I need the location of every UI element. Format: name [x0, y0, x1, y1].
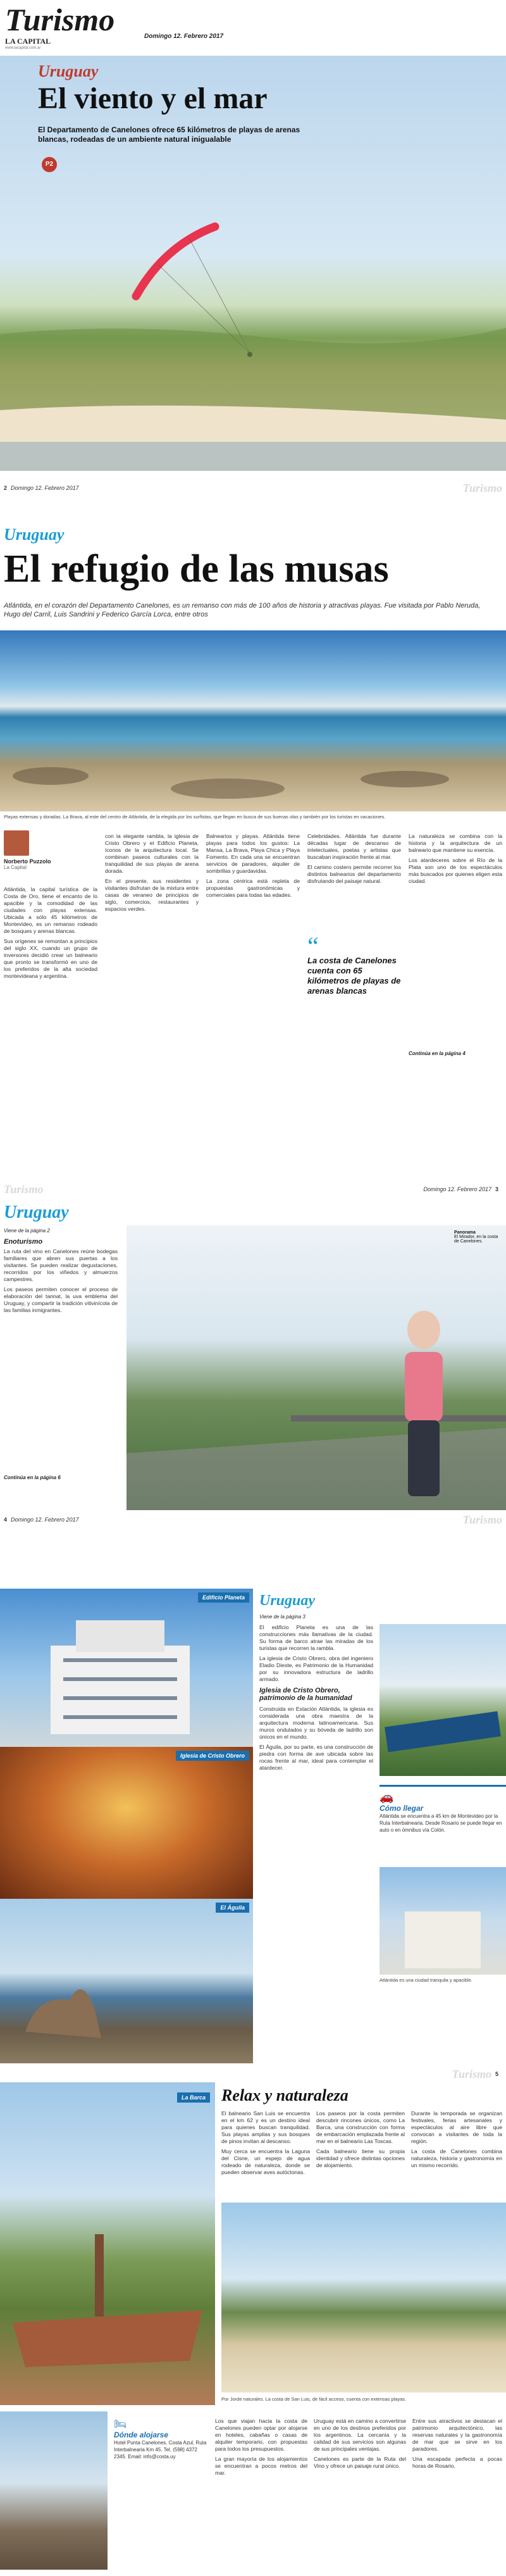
page5-caption: Por Jorde naturales. La costa de San Luis, de fácil acceso, cuenta con extensas playas.	[221, 2396, 407, 2402]
building-photo-small	[379, 1867, 506, 1975]
paraglider-illustration	[0, 56, 506, 471]
page-2	[0, 481, 506, 1196]
continue-note: Continúa en la página 4	[409, 1051, 466, 1056]
cover-deck: El Departamento de Canelones ofrece 65 kilómetros de playas de arenas blancas, rodeadas de un ambiente natural inigualable	[38, 125, 300, 144]
folio-bar-3	[0, 1182, 506, 1196]
folio-number-4: 4	[4, 1516, 8, 1523]
author-name: Norberto Puzzolo	[4, 858, 51, 865]
page2-kicker: Uruguay	[4, 525, 65, 544]
page2-headline: El refugio de las musas	[4, 547, 389, 591]
bottom-photo	[0, 2411, 108, 2570]
paper-logo: LA CAPITAL	[5, 37, 51, 46]
barca-photo	[0, 2082, 215, 2405]
tag-iglesia: Iglesia de Cristo Obrero	[176, 1751, 249, 1761]
info-title: Cómo llegar	[379, 1804, 424, 1813]
aguila-photo	[0, 1899, 253, 2063]
col-2: con la elegante rambla, la iglesia de Cristo Obrero y el Edificio Planeta, íconos de la arquitectura local. Se combinan paseos culturales con la tranquilidad de sus playas de arena dorada. En el presente, sus residentes y visitantes disfrutan de la mixtura entre casas de veraneo de principios de siglo, comercios, restaurantes y espacios verdes.	[105, 833, 199, 912]
continue-note-3: Continúa en la página 6	[4, 1475, 61, 1480]
page-4	[0, 1589, 506, 2082]
page4-kicker: Uruguay	[259, 1592, 316, 1609]
church-photo	[0, 1747, 253, 1899]
page5-headline: Relax y naturaleza	[221, 2086, 349, 2104]
page6-col-2: Uruguay está en camino a convertirse en uno de los destinos preferidos por los argentinos. La cercanía y la calidad de sus servicios son algunas de sus principales ventajas. Canelones es parte de la Ruta del Vino y ofrece un paisaje rural único.	[314, 2418, 406, 2469]
tag-edificio-planeta: Edificio Planeta	[198, 1592, 249, 1603]
lodging-text: Hotel Punta Canelones. Costa Azul, Ruta Interbalnearia Km 45. Tel. (598) 4372 2345. Email: info@costa.uy	[114, 2440, 207, 2460]
cover-date: Domingo 12. Febrero 2017	[144, 33, 224, 40]
folio-section-3: Turismo	[4, 1182, 44, 1196]
folio-number-5: 5	[495, 2071, 498, 2077]
viewpoint-illustration	[126, 1225, 506, 1510]
cover-kicker: Uruguay	[38, 62, 99, 80]
planeta-photo	[0, 1589, 253, 1747]
coast-photo-right	[379, 1624, 506, 1776]
cabana-sign	[385, 1711, 501, 1753]
photo-tag: Panorama El Mirador, en la costa de Canelones.	[454, 1230, 498, 1244]
col-5: La naturaleza se combina con la historia y la arquitectura de un balneario que mantiene su esencia. Los atardeceres sobre el Río de la Plata son uno de los espectáculos más buscados por quienes eligen esta ciudad.	[409, 833, 502, 884]
rocks-illustration	[0, 630, 506, 811]
page-6	[0, 2411, 506, 2576]
from-page-4: Viene de la página 3	[259, 1614, 305, 1620]
subhead: Enoturismo	[4, 1238, 43, 1246]
aguila-illustration	[0, 1899, 253, 2063]
page5-col-2: Los paseos por la costa permiten descubrir rincones únicos, como La Barca, una construcción con forma de embarcación emplazada frente al mar en el balneario Las Toscas. Cada balneario tiene su propia identidad y ofrece distintas opciones de alojamiento.	[316, 2110, 405, 2168]
bed-icon: 🛏	[114, 2419, 127, 2430]
viewpoint-photo	[126, 1225, 506, 1510]
folio-bar-5	[0, 2067, 506, 2081]
page4-caption: Atlántida es una ciudad tranquila y apacible.	[379, 1977, 472, 1983]
page2-deck: Atlántida, en el corazón del Departamento Canelones, es un remanso con más de 100 años de historia y atractivas playas. Fue visitada por Pablo Neruda, Hugo del Carril, Luis Sandrini y Federico García Lorca, entre otros	[4, 602, 481, 618]
author-sub: La Capital	[4, 865, 27, 870]
folio-section-4: Turismo	[462, 1513, 502, 1526]
page5-col-3: Durante la temporada se organizan festivales, ferias artesanales y espectáculos al aire libre que convocan a visitantes de toda la región. La costa de Canelones combina naturaleza, historia y gastronomía en un mismo recorrido.	[411, 2110, 502, 2168]
cover-headline: El viento y el mar	[38, 82, 268, 115]
folio-number: 2	[4, 485, 8, 491]
col-1: Atlántida, la capital turística de la Costa de Oro, tiene el encanto de lo apacible y la comodidad de las ciudades con playas extensas. Ubicada a sólo 45 kilómetros de Montevideo, es un remanso rodeado de bosques y arenas blancas. Sus orígenes se remontan a principios del siglo XX, cuando un grupo de inversores decidió crear un balneario que pronto se transformó en uno de los preferidos de la alta sociedad montevideana y argentina.	[4, 886, 97, 979]
cover-page-ref[interactable]: P2	[42, 157, 57, 172]
avatar	[4, 830, 29, 856]
barca-illustration	[0, 2082, 215, 2405]
folio-bar	[0, 481, 506, 495]
folio-date-4: Domingo 12. Febrero 2017	[11, 1516, 79, 1523]
folio-date-3: Domingo 12. Febrero 2017	[423, 1186, 491, 1192]
cover-page	[0, 0, 506, 481]
author-block	[4, 830, 92, 870]
cover-photo	[0, 56, 506, 471]
lodging-title: Dónde alojarse	[114, 2430, 169, 2439]
paper-url: www.lacapital.com.ar	[5, 46, 41, 50]
page6-col-1: Los que viajan hacia la costa de Canelones pueden optar por alojarse en hoteles, cabañas o casas de alquiler temporario, con propuestas para todos los presupuestos. La gran mayoría de los alojamientos se encuentran a pocos metros del mar.	[215, 2418, 307, 2476]
tag-la-barca: La Barca	[177, 2092, 210, 2103]
page3-kicker: Uruguay	[4, 1203, 69, 1222]
folio-bar-4	[0, 1513, 506, 1527]
folio-section: Turismo	[462, 481, 502, 494]
page-3	[0, 1196, 506, 1589]
from-page: Viene de la página 2	[4, 1228, 50, 1234]
page2-beach-photo	[0, 630, 506, 811]
masthead	[5, 4, 501, 48]
san-luis-photo	[221, 2203, 506, 2392]
folio-number-3: 3	[495, 1186, 498, 1192]
page6-col-3: Entre sus atractivos se destacan el patrimonio arquitectónico, las reservas naturales y la gastronomía de mar que se sirve en los paradores. Una escapada perfecta a pocas horas de Rosario.	[412, 2418, 502, 2469]
folio-section-5: Turismo	[452, 2067, 491, 2080]
page5-col-1: El balneario San Luis se encuentra en el km 62 y es un destino ideal para quienes buscan tranquilidad. Sus playas amplias y sus bosques de pinos invitan al descanso. Muy cerca se encuentra la Laguna del Cisne, un espejo de agua rodeado de naturaleza, donde se pueden observar aves autóctonas.	[221, 2110, 310, 2175]
page2-photo-caption: Playas extensas y doradas. La Brava, al este del centro de Atlántida, de la elegida por los surfistas, que llegan en busca de sus buenas olas y también por los turistas en vacaciones.	[4, 814, 386, 820]
section-title: Turismo	[5, 2, 115, 37]
page4-col-1: El edificio Planeta es una de las construcciones más llamativas de la ciudad. Su forma de barco atrae las miradas de los turistas que recorren la rambla. La iglesia de Cristo Obrero, obra del ingeniero Eladio Dieste, es Patrimonio de la Humanidad por su innovadora estructura de ladrillo armado. Iglesia de Cristo Obrero, patrimonio de la humanidad Construida en Estación Atlántida, la iglesia es considerada una obra maestra de la arquitectura moderna latinoamericana. Sus muros ondulados y su bóveda de ladrillo son únicos en el mundo. El Águila, por su parte, es una construcción de piedra con forma de ave ubicada sobre las rocas frente al mar, ideal para contemplar el atardecer.	[259, 1624, 373, 1771]
pullquote: “ La costa de Canelones cuenta con 65 kilómetros de playas de arenas blancas	[307, 932, 401, 996]
building-illustration	[0, 1589, 253, 1747]
col-4: Celebridades. Atlántida fue durante décadas lugar de descanso de intelectuales, poetas y artistas que buscaban inspiración frente al mar. El camino costero permite recorrer los distintos balnearios del departamento disfrutando del paisaje natural.	[307, 833, 401, 884]
info-text: Atlántida se encuentra a 45 km de Montevideo por la Ruta Interbalnearia. Desde Rosario se puede llegar en auto o en ómnibus vía Colón.	[379, 1813, 502, 1833]
folio-date: Domingo 12. Febrero 2017	[11, 485, 79, 491]
subhead-4: Iglesia de Cristo Obrero, patrimonio de la humanidad	[259, 1687, 352, 1702]
tag-el-aguila: El Águila	[216, 1903, 249, 1913]
car-icon: 🚗	[379, 1791, 394, 1803]
info-box	[379, 1785, 506, 1834]
quote-icon: “	[307, 932, 319, 960]
lodging-box	[114, 2418, 209, 2460]
page-5	[0, 2082, 506, 2411]
page3-col-1: Enoturismo La ruta del vino en Canelones reúne bodegas familiares que abren sus puertas a los visitantes. Se pueden realizar degustaciones, recorridos por los viñedos y almuerzos campestres. Los paseos permiten conocer el proceso de elaboración del tannat, la uva emblema del Uruguay, y compartir la tradición vitivinícola de las familias inmigrantes.	[4, 1238, 118, 1313]
col-3: Balnearios y playas. Atlántida tiene playas para todos los gustos: La Mansa, La Brava, Playa Chica y Playa Fomento. En cada una se encuentran servicios de paradores, alquiler de sombrillas y guardavidas. La zona céntrica está repleta de propuestas gastronómicas y comerciales para todas las edades.	[206, 833, 300, 898]
